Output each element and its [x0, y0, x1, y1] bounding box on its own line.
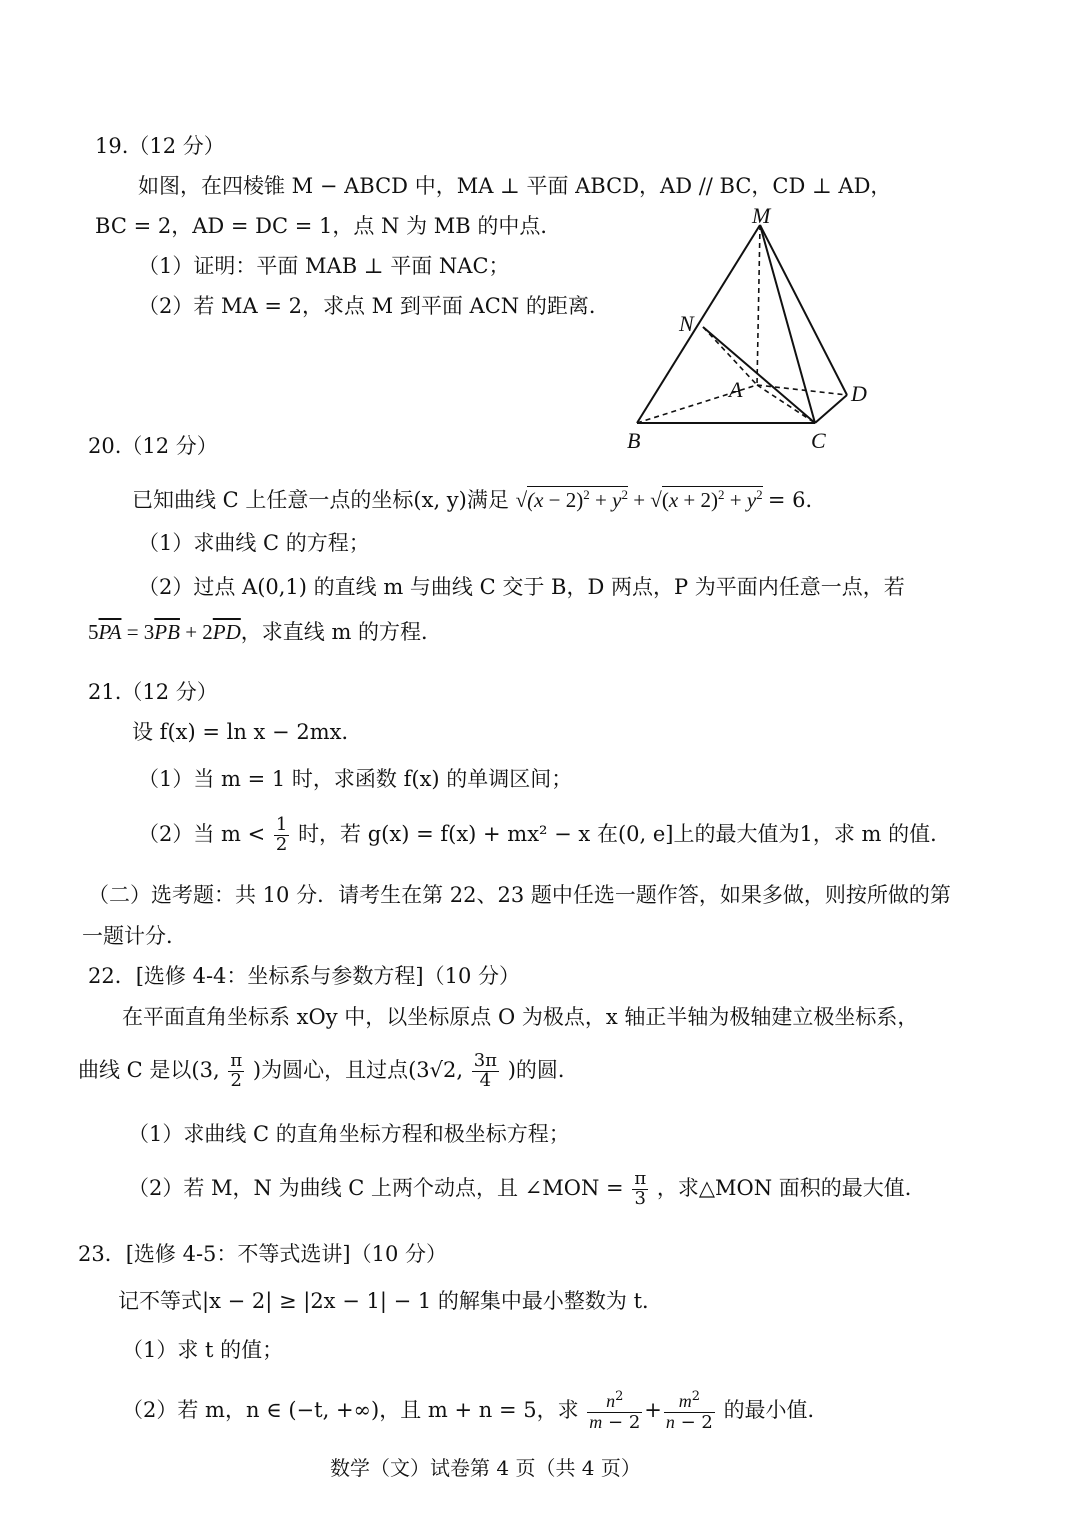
elective-note-line1: （二）选考题：共 10 分．请考生在第 22、23 题中任选一题作答，如果多做，则按所做的第	[88, 883, 951, 907]
q21-part2-b: 时，若 g(x) = f(x) + mx² − x 在(0, e]上的最大值为1，求 m 的值．	[298, 821, 952, 846]
fraction-pi-over-3: $\frac{\pi}{3}$	[634, 1168, 647, 1209]
q19-stem-line1: 如图，在四棱锥 M − ABCD 中，MA ⊥ 平面 ABCD，AD // BC，CD ⊥ AD，	[138, 174, 892, 198]
fraction-m2-over-n-2: $\frac{m^2}{n - 2}$	[665, 1389, 713, 1433]
q20-part2-cont	[88, 622, 442, 643]
q22-part1: （1）求曲线 C 的直角坐标方程和极坐标方程；	[128, 1122, 570, 1146]
fraction-pi-over-2: $\frac{\pi}{2}$	[230, 1050, 243, 1091]
q21-part1: （1）当 m = 1 时，求函数 f(x) 的单调区间；	[138, 767, 573, 791]
q21-stem: 设 f(x) = ln x − 2mx．	[132, 720, 363, 744]
q23-part2-b: 的最小值．	[723, 1397, 829, 1422]
q22-stem-c: )的圆．	[507, 1057, 579, 1082]
q21-part2-a: （2）当 m <	[138, 821, 266, 846]
q23-part2: （2）若 m，n ∈ (−t, +∞)，且 m + n = 5，求 $\frac{n^2}{m - 2}$ + $\frac{m^2}{n - 2}$ 的最小值．	[122, 1389, 829, 1433]
q23-stem: 记不等式|x − 2| ≥ |2x − 1| − 1 的解集中最小整数为 t．	[118, 1289, 664, 1313]
q22-stem-line2	[78, 1052, 579, 1091]
fraction-3pi-over-4: $\frac{3\pi}{4}$	[473, 1050, 498, 1091]
q23-part2-a: （2）若 m，n ∈ (−t, +∞)，且 m + n = 5，求	[122, 1397, 579, 1422]
edge-AD-hidden	[757, 385, 847, 395]
q20-equation-rhs: = 6．	[767, 488, 827, 512]
page-footer: 数学（文）试卷第 4 页（共 4 页）	[330, 1456, 641, 1480]
label-B: B	[627, 428, 641, 453]
q21-heading: 21.（12 分）	[88, 680, 218, 704]
q19-part1: （1）证明：平面 MAB ⊥ 平面 NAC；	[138, 254, 510, 278]
elective-note-line2: 一题计分．	[82, 924, 187, 948]
edge-NC	[703, 327, 815, 423]
q23-heading: 23．[选修 4-5：不等式选讲]（10 分）	[78, 1242, 447, 1266]
q23-part1: （1）求 t 的值；	[122, 1338, 284, 1362]
pyramid-figure	[615, 205, 885, 460]
q19-stem-line2: BC = 2，AD = DC = 1，点 N 为 MB 的中点．	[95, 214, 562, 238]
q22-part2-a: （2）若 M，N 为曲线 C 上两个动点，且 ∠MON =	[128, 1175, 624, 1200]
edge-MD	[760, 225, 847, 395]
q20-part2-tail: ，求直线 m 的方程．	[240, 620, 443, 644]
q20-heading: 20.（12 分）	[88, 434, 218, 458]
edge-CD	[815, 395, 847, 423]
q19-part2: （2）若 MA = 2，求点 M 到平面 ACN 的距离．	[138, 294, 610, 318]
q20-stem	[132, 488, 827, 511]
q20-equation: $√(x - 2)^2 + y^2 + √(x + 2)^2 + y^2$	[515, 487, 763, 512]
q19-heading: 19.（12 分）	[95, 134, 225, 158]
label-N: N	[679, 311, 694, 336]
q22-part2-b: ，求△MON 面积的最大值．	[656, 1175, 926, 1200]
fraction-n2-over-m-2: $\frac{n^2}{m - 2}$	[589, 1389, 641, 1433]
q20-part2: （2）过点 A(0,1) 的直线 m 与曲线 C 交于 B，D 两点，P 为平面内任意一点，若	[138, 575, 905, 599]
q22-stem-a: 曲线 C 是以(3,	[78, 1057, 220, 1082]
label-C: C	[811, 428, 826, 453]
vector-equation: $5\overline{PA} = 3\overline{PB} + 2\overline{PD}$	[88, 620, 241, 644]
q22-heading: 22．[选修 4-4：坐标系与参数方程]（10 分）	[88, 964, 520, 988]
q22-stem-line1: 在平面直角坐标系 xOy 中，以坐标原点 O 为极点，x 轴正半轴为极轴建立极坐标系，	[122, 1005, 919, 1029]
q20-stem-text: 已知曲线 C 上任意一点的坐标(x, y)满足	[132, 488, 509, 512]
q20-part1: （1）求曲线 C 的方程；	[138, 531, 370, 555]
label-M: M	[752, 205, 771, 228]
q21-part2	[138, 816, 951, 855]
fraction-one-half: $\frac{1}{2}$	[275, 814, 288, 855]
label-A: A	[729, 377, 743, 402]
q22-part2	[128, 1170, 926, 1209]
q22-stem-b: )为圆心，且过点(3√2,	[252, 1057, 464, 1082]
label-D: D	[851, 381, 867, 406]
edge-MA-hidden	[757, 225, 760, 385]
